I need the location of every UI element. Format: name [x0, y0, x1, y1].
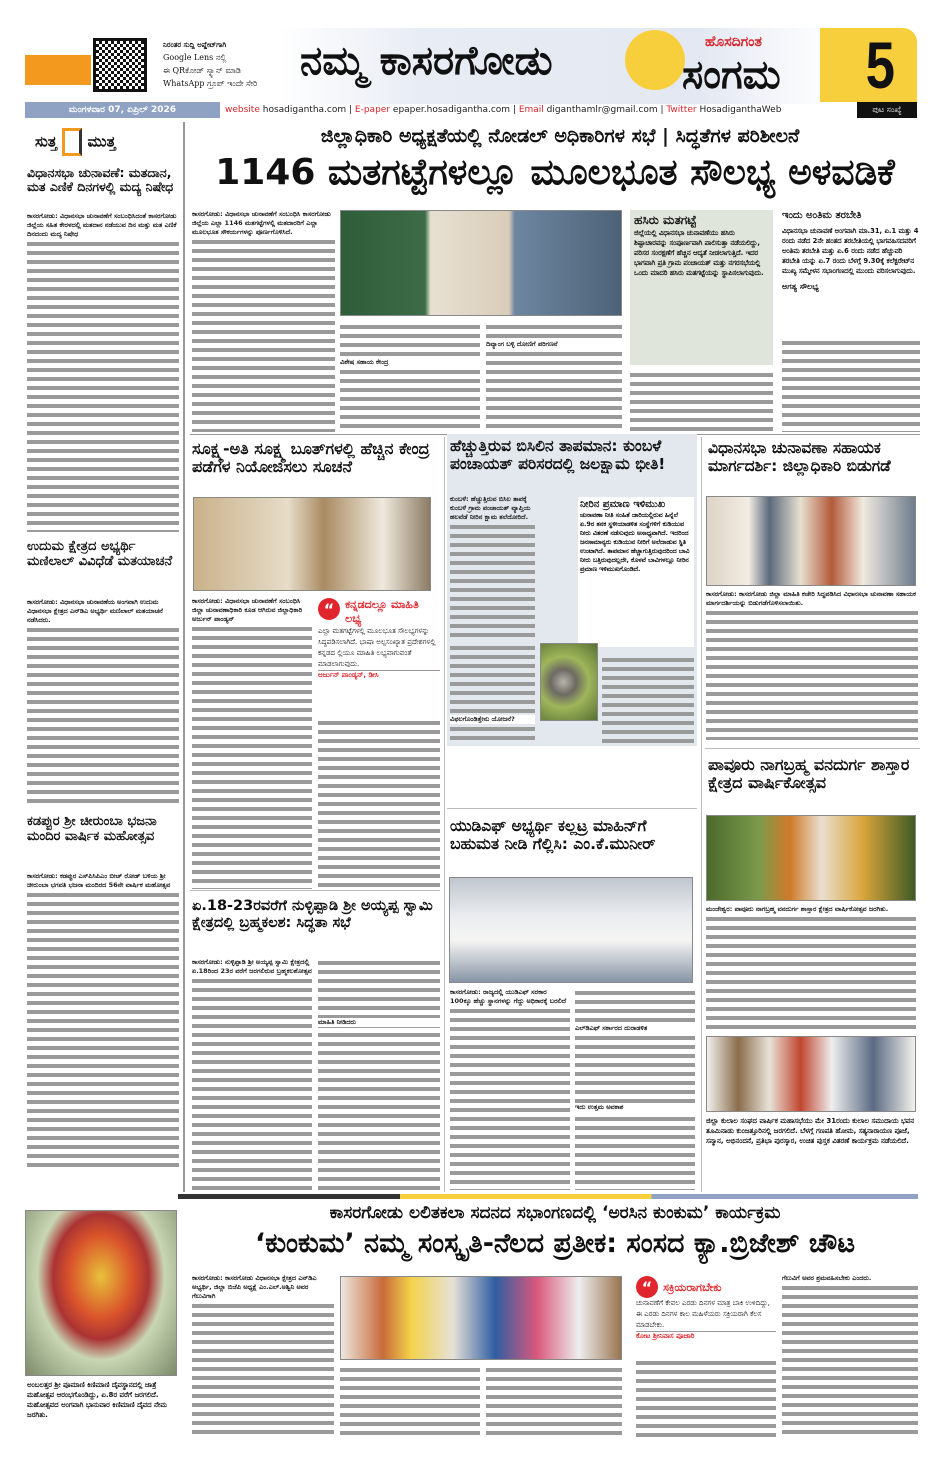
story-body: ಕಾಸರಗೋಡು: ವಿಧಾನಸಭಾ ಚುನಾವಣೆಗೆ ಸಂಬಂಧಿಸಿ ಜಿಲ್ಲಾ ಚುನಾವಣಾಧಿಕಾರಿ ಕೂಡ ಆಗಿರುವ ಜಿಲ್ಲಾಧಿಕಾರಿ ಅರ್ಜುನ್ ಪಾಂಡ್ಯನ್ [192, 597, 312, 889]
story-body [630, 370, 773, 432]
brand-title: ಸಂಗಮ [682, 52, 781, 98]
link-label: E-paper [354, 105, 391, 115]
story-headline: ಕಡಪ್ಪುರ ಶ್ರೀ ಚೀರುಂಬಾ ಭಜನಾ ಮಂದಿರ ವಾರ್ಷಿಕ ಮಹೋತ್ಸವ [27, 814, 157, 844]
section-title: ನಮ್ಮ ಕಾಸರಗೋಡು [300, 38, 553, 84]
photo-caption: ಅಂಬಲತ್ತರ ಶ್ರೀ ಪೂಮಾಣಿ ಕಿಣಿಮಾಣಿ ದೈವಸ್ಥಾನದಲ್ಲಿ ಜಾತ್ರೆ ಮಹೋತ್ಸವ ಆರಂಭಗೊಂಡಿದ್ದು, ಏ.8ರ ವರೆಗೆ ಜರಗಲಿದೆ. ಮಹೋತ್ಸವದ ಅಂಗವಾಗಿ ಭಾನುವಾರ ಕಿಣಿಮಾಣಿ ದೈವದ ನೇಮ ಜರಗಿತು. [27, 1381, 167, 1419]
box-text: ವಿಧಾನಸಭಾ ಚುನಾವಣೆ ಅಂಗವಾಗಿ ಮಾ.31, ಏ.1 ಮತ್ತು 4 ರಂದು ನಡೆದ 2ನೇ ಹಂತದ ತರಬೇತಿಯಲ್ಲಿ ಭಾಗವಹಿಸದವರಿಗೆ ಅಂತಿಮ ತರಬೇತಿ ಮತ್ತು ಏ.6 ರಂದು ನಡೆದ ಹೆಚ್ಚುವರಿ ತರಬೇತಿ ಯನ್ನು ಏ.7 ರಂದು ಬೆಳಗ್ಗೆ 9.30ಕ್ಕೆ ಕಲೆಕ್ಟರೇಟ್‌ನ ಮುಖ್ಯ ಸಮ್ಮೇಳನ ಸಭಾಂಗಣದಲ್ಲಿ ಮುಂದು ವರಿಸಲಾಗುವುದು. [782, 226, 919, 275]
date: ಮಂಗಳವಾರ 07, ಏಪ್ರಿಲ್ 2026 [25, 102, 220, 118]
pullquote [636, 1276, 776, 1341]
lead-headline: 1146 ಮತಗಟ್ಟೆಗಳಲ್ಲೂ ಮೂಲಭೂತ ಸೌಲಭ್ಯ ಅಳವಡಿಕೆ [215, 152, 895, 193]
story-body [318, 718, 440, 889]
story-body: ವಿಶೇಷ ಸಹಾಯ ಕೇಂದ್ರ [340, 322, 480, 432]
link-label: website [225, 105, 260, 115]
quote-title: ಸಕ್ರಿಯರಾಗಬೇಕು [663, 1281, 722, 1294]
date-bar [25, 102, 917, 118]
subhead: ಅಗತ್ಯ ಸೌಲಭ್ಯ [782, 281, 819, 291]
sidebar-training [782, 210, 920, 291]
story-headline: ವಿಧಾನಸಭಾ ಚುನಾವಣಾ ಸಹಾಯಕ ಮಾರ್ಗದರ್ಶಿ: ಜಿಲ್ಲಾಧಿಕಾರಿ ಬಿಡುಗಡೆ [708, 439, 891, 475]
box-text: ಜಿಲ್ಲೆಯಲ್ಲಿ ವಿಧಾನಸಭಾ ಚುನಾವಣೆಯು ಹಸಿರು ಶಿಷ್ಟಾಚಾರವನ್ನು ಸಂಪೂರ್ಣವಾಗಿ ಪಾಲಿಸುತ್ತಾ ನಡೆಯಲಿದ್ದು, ಪರಿಸರ ಸಂರಕ್ಷಣೆಗೆ ಹೆಚ್ಚಿನ ಆದ್ಯತೆ ನೀಡಲಾಗುತ್ತಿದೆ. ಇದರ ಭಾಗವಾಗಿ ಪ್ರತಿ ಗ್ರಾಮ ಪಂಚಾಯತ್ ಮತ್ತು ನಗರಸಭೆಯಲ್ಲಿ ಒಂದು ಮಾದರಿ ಹಸಿರು ಮತಗಟ್ಟೆಯನ್ನು ಸ್ಥಾಪಿಸಲಾಗುವುದು. [634, 228, 764, 277]
story-headline: ಸೂಕ್ಷ್ಮ-ಅತಿ ಸೂಕ್ಷ್ಮ ಬೂತ್‌ಗಳಲ್ಲಿ ಹೆಚ್ಚಿನ ಕೇಂದ್ರ ಪಡೆಗಳ ನಿಯೋಜಿಸಲು ಸೂಚನೆ [192, 439, 430, 477]
quote-text: ಚುನಾವಣೆಗೆ ಕೇವಲ ಎರಡು ದಿನಗಳ ಮಾತ್ರ ಬಾಕಿ ಉಳಿದಿದ್ದು, ಈ ಎರಡು ದಿನಗಳ ಕಾಲ ಮಹಿಳೆಯರು ಸಕ್ರಿಯರಾಗಿ ಕೆಲಸ ಮಾಡಬೇಕು. [636, 1298, 776, 1332]
story-headline: ವಿಧಾನಸಭಾ ಚುನಾವಣೆ: ಮತದಾನ, ಮತ ಎಣಿಕೆ ದಿನಗಳಲ್ಲಿ ಮದ್ಯ ನಿಷೇಧ [27, 165, 174, 195]
email-link[interactable]: diganthamlr@gmail.com [546, 105, 658, 115]
column-logo [35, 128, 116, 156]
link-label: Twitter [666, 105, 697, 115]
qr-text: ಈ QRಕೋಡ್ ಸ್ಕ್ಯಾನ್ ಮಾಡಿ [163, 66, 241, 75]
page-label: ಪುಟ ಸಂಖ್ಯೆ [857, 102, 917, 118]
water-box [578, 497, 694, 647]
contact-links: website hosadigantha.com | E-paper epaper.hosadigantha.com | Email diganthamlr@gmail.com | Twitter HosadiganthaWeb [225, 105, 782, 115]
quote-author: ಅರ್ಜುನ್ ಪಾಂಡ್ಯನ್, ಡೀಸಿ [318, 671, 379, 679]
story-body [486, 1365, 622, 1439]
story-body [636, 1358, 776, 1439]
lead-kicker: ಜಿಲ್ಲಾಧಿಕಾರಿ ಅಧ್ಯಕ್ಷತೆಯಲ್ಲಿ ನೋಡಲ್ ಅಧಿಕಾರಿಗಳ ಸಭೆ | ಸಿದ್ಧತೆಗಳ ಪರಿಶೀಲನೆ [320, 125, 800, 147]
story-body: ಕಾಸರಗೋಡು: ವಿಧಾನಸಭಾ ಚುನಾವಣೆಗೆ ಸಂಬಂಧಿಸಿದಂತೆ ಕಾಸರಗೋಡು ಜಿಲ್ಲೆಯ ಸಹಿತ ಕೇರಳದಲ್ಲಿ ಮತದಾನ ನಡೆಯುವ ದಿನ ಮತ್ತು ಮತ ಎಣಿಕೆ ದಿನದಂದು ಮದ್ಯ ನಿಷೇಧ [27, 212, 179, 532]
bottom-kicker: ಕಾಸರಗೋಡು ಲಲಿತಕಲಾ ಸದನದ ಸಭಾಂಗಣದಲ್ಲಿ ‘ಅರಸಿನ ಕುಂಕುಮ’ ಕಾರ್ಯಕ್ರಮ [329, 1203, 781, 1223]
qr-text: WhatsApp ಗ್ರೂಪ್ ಇಂದೇ ಸೇರಿ [163, 79, 258, 88]
story-body: ವಿಫಲಗೊಂಡಿತ್ತೇನು ಯೋಜನೆ? [450, 643, 535, 743]
logo-text: ಮುತ್ತ [87, 132, 116, 151]
photo-udf-meeting [449, 877, 693, 983]
photo-booth-visit [193, 497, 431, 591]
story-body [340, 1365, 480, 1439]
orange-bar [25, 55, 91, 85]
story-headline: ಏ.18-23ರವರೆಗೆ ನುಳ್ಳಿಪ್ಪಾಡಿ ಶ್ರೀ ಅಯ್ಯಪ್ಪ ಸ್ವಾಮಿ ಕ್ಷೇತ್ರದಲ್ಲಿ ಬ್ರಹ್ಮಕಲಶ: ಸಿದ್ಧತಾ ಸಭೆ [192, 898, 433, 931]
story-body: ಕಾಸರಗೋಡು: ನುಳ್ಳಿಪ್ಪಾಡಿ ಶ್ರೀ ಅಯ್ಯಪ್ಪ ಸ್ವಾಮಿ ಕ್ಷೇತ್ರದಲ್ಲಿ ಏ.18ರಿಂದ 23ರ ವರೆಗೆ ಜರಗಲಿರುವ ಬ್ರಹ್ಮಕಲಶೋತ್ಸವ [192, 958, 312, 1190]
twitter-link[interactable]: HosadiganthaWeb [699, 105, 782, 115]
story-body [602, 655, 694, 745]
story-headline: ಉದುಮ ಕ್ಷೇತ್ರದ ಅಭ್ಯರ್ಥಿ ಮಣಿಲಾಲ್ ವಿವಿಧೆಡೆ ಮತಯಾಚನೆ [27, 539, 173, 569]
story-body: ದಿವ್ಯಾಂಗ ಬಳ್ಳಿ ದೋಣಿಗೆ ಪರಿಗಣನೆ [486, 322, 622, 432]
box-title: ಇಂದು ಅಂತಿಮ ತರಬೇತಿ [782, 210, 862, 221]
qr-text: ನಿರಂತರ ಸುದ್ದಿ ಅಪ್ಡೇಟ್‌ಗಾಗಿ [163, 40, 227, 49]
story-body: ಗೆಲುವಿಗೆ ಅವರ ಶ್ರಮವಹಿಸಬೇಕು ಎಂದರು. [782, 1274, 918, 1439]
link-label: Email [518, 105, 544, 115]
pullquote [318, 598, 440, 680]
story-body [782, 338, 920, 432]
brand-logo: ಹೊಸದಿಗಂತ [705, 34, 762, 50]
photo-faucet [540, 643, 598, 721]
website-link[interactable]: hosadigantha.com [262, 105, 347, 115]
story-body: ಕಾಸರಗೋಡು: ವಿಧಾನಸಭಾ ಚುನಾವಣೆಯ ಅಂಗವಾಗಿ ಉದುಮ ವಿಧಾನಸಭಾ ಕ್ಷೇತ್ರದ ಎನ್‌ಡಿಎ ಅಭ್ಯರ್ಥಿ ಮಣಿಲಾಲ್ ಮತಯಾಚನೆ ನಡೆಸಿದರು. [27, 598, 179, 808]
story-headline: ಪಾವೂರು ನಾಗಬ್ರಹ್ಮ ವನದುರ್ಗ ಶಾಸ್ತಾರ ಕ್ಷೇತ್ರದ ವಾರ್ಷಿಕೋತ್ಸವ [708, 755, 910, 793]
logo-text: ಸುತ್ತ [35, 132, 57, 151]
photo-temple [706, 815, 916, 901]
photo-guide-release [706, 496, 916, 586]
section-divider [178, 1194, 918, 1199]
masthead [0, 28, 945, 104]
photo-kumkuma-event [340, 1276, 622, 1360]
quote-icon: “ [636, 1276, 658, 1298]
bottom-headline: ‘ಕುಂಕುಮ’ ನಮ್ಮ ಸಂಸ್ಕೃತಿ-ನೆಲದ ಪ್ರತೀಕ: ಸಂಸದ ಕ್ಯಾ.ಬ್ರಿಜೇಶ್ ಚೌಟ [255, 1228, 855, 1259]
story-body: ಕಾಸರಗೋಡು: ರಾಜ್ಯದಲ್ಲಿ ಯುಡಿಎಫ್ ಸರಕಾರ 100ಕ್ಕೂ ಹೆಚ್ಚು ಸ್ಥಾನಗಳನ್ನು ಗೆದ್ದು ಅಧಿಕಾರಕ್ಕೆ ಬರಲಿದೆ [450, 988, 570, 1190]
quote-author: ಕೋಟ ಶ್ರೀನಿವಾಸ ಪೂಜಾರಿ [636, 1332, 695, 1340]
box-title: ಹಸಿರು ಮತಗಟ್ಟೆ [634, 213, 697, 227]
page-number: 5 [865, 28, 896, 102]
story-body: ಮಂಜೇಶ್ವರ: ಪಾವೂರು ನಾಗಬ್ರಹ್ಮ ವನದುರ್ಗ ಶಾಸ್ತಾರ ಕ್ಷೇತ್ರದ ವಾರ್ಷಿಕೋತ್ಸವ ಜರಗಿತು. [706, 905, 916, 1030]
qr-text: Google Lens ನಲ್ಲಿ [163, 53, 227, 62]
story-headline: ಹೆಚ್ಚುತ್ತಿರುವ ಬಿಸಿಲಿನ ತಾಪಮಾನ: ಕುಂಬಳೆ ಪಂಚಾಯತ್ ಪರಿಸರದಲ್ಲಿ ಜಲಕ್ಷಾಮ ಭೀತಿ! [450, 437, 666, 473]
story-body: ಮಾಹಿತಿ ನೀಡಿದರು [318, 958, 440, 1190]
yellow-circle [625, 30, 685, 90]
quote-text: ಎಲ್ಲಾ ಮತಗಟ್ಟೆಗಳಲ್ಲಿ ಮೂಲಭೂತ ಸೌಲಭ್ಯಗಳನ್ನು ಸಿದ್ಧಪಡಿಸಲಾಗಿದೆ. ಭಾಷಾ ಅಲ್ಪಸಂಖ್ಯಾತ ಪ್ರದೇಶಗಳಲ್ಲಿ ಕನ್ನಡದ ಲ್ಲಿಯೂ ಮಾಹಿತಿ ಲಭ್ಯವಾಗುವಂತೆ ಮಾಡಲಾಗುವುದು. [318, 626, 440, 671]
story-body: ಎಲ್‌ಡಿಎಫ್ ಸರ್ಕಾರದ ದುರಾಡಳಿತ ಇದು ಉತ್ತಮ ಅವಕಾಶ [575, 988, 695, 1190]
quote-icon: “ [318, 598, 340, 620]
box-title: ನೀರಿನ ಪ್ರಮಾಣ ಇಳಿಮುಖ [580, 499, 666, 510]
photo-meeting [340, 210, 622, 316]
story-body: ಕಾಸರಗೋಡು: ವಿಧಾನಸಭಾ ಚುನಾವಣೆಗೆ ಸಂಬಂಧಿಸಿ ಕಾಸರಗೋಡು ಜಿಲ್ಲೆಯ ಎಲ್ಲಾ 1146 ಮತಗಟ್ಟೆಗಳಲ್ಲಿ ಮತದಾರರಿಗೆ ಎಲ್ಲಾ ಮೂಲಭೂತ ಸೌಕರ್ಯಗಳನ್ನು ಪೂರ್ಣಗೊಳಿಸಿದೆ. [192, 210, 335, 432]
quote-title: ಕನ್ನಡದಲ್ಲೂ ಮಾಹಿತಿ ಲಭ್ಯ [345, 598, 419, 625]
story-body: ಕಾಸರಗೋಡು: ಕಾಸರಗೋಡು ಜಿಲ್ಲಾ ಮಾಹಿತಿ ಕಚೇರಿ ಸಿದ್ಧಪಡಿಸಿದ ವಿಧಾನಸಭಾ ಚುನಾವಣಾ ಸಹಾಯಕ ಮಾರ್ಗದರ್ಶಿಯನ್ನು ಬಿಡುಗಡೆಗೊಳಿಸಲಾಯಿತು. [706, 590, 918, 740]
story-body: ಕಾಸರಗೋಡು: ಕಾಸರಗೋಡು ವಿಧಾನಸಭಾ ಕ್ಷೇತ್ರದ ಎನ್‌ಡಿಎ ಅಭ್ಯರ್ಥಿ, ಜಿಲ್ಲಾ ಬಿಜೆಪಿ ಅಧ್ಯಕ್ಷೆ ಎಂ.ಎಲ್.ಅಶ್ವಿನಿ ಅವರ ಗೆಲುವಿಗಾಗಿ [192, 1274, 334, 1439]
photo-book-release [706, 1036, 916, 1112]
green-polling-box [630, 210, 773, 365]
story-headline: ಯುಡಿಎಫ್ ಅಭ್ಯರ್ಥಿ ಕಲ್ಲಟ್ರ ಮಾಹಿನ್‌ಗೆ ಬಹುಮತ ನೀಡಿ ಗೆಲ್ಲಿಸಿ: ಎಂ.ಕೆ.ಮುನೀರ್ [450, 817, 656, 853]
epaper-link[interactable]: epaper.hosadigantha.com [392, 105, 511, 115]
photo-caption: ಜಿಲ್ಲಾ ಕುಲಾಲ ಸಂಘದ ವಾರ್ಷಿಕ ಮಹಾಸಭೆಯು ಮೇ 31ರಂದು ಕುಲಾಲ ಸಮುದಾಯ ಭವನ ತೂಮಿನಾಡು ಕುಂಜತ್ತೂರಿನಲ್ಲಿ ಜರಗಲಿದೆ. ಬೆಳಗ್ಗೆ ಗಣಪತಿ ಹೋಮ, ಸತ್ಯನಾರಾಯಣ ಪೂಜೆ, ಸನ್ಮಾನ, ಅಭಿನಂದನೆ, ಪ್ರತಿಭಾ ಪುರಸ್ಕಾರ, ಉಚಿತ ಪುಸ್ತಕ ವಿತರಣೆ ಕಾರ್ಯಕ್ರಮ ನಡೆಯಲಿದೆ. [706, 1117, 915, 1145]
box-text: ಚುನಾವಣಾ ನೀತಿ ಸಂಹಿತೆ ಜಾರಿಯಲ್ಲಿರುವ ಹಿನ್ನೆಲೆ ಏ.9ರ ತನಕ ಸ್ಥಳೀಯಾಡಳಿತ ಸಂಸ್ಥೆಗಳಿಗೆ ಕುಡಿಯುವ ನೀರು ವಿತರಣೆ ನಡೆಸುವುದು ಅಸಾಧ್ಯವಾಗಿದೆ. ಇದರಿಂದ ಜನಸಾಮಾನ್ಯರು ಕುಡಿಯುವ ನೀರಿಗೆ ಅಲೆದಾಡುವ ಸ್ಥಿತಿ ಉಂಟಾಗಿದೆ. ತಾಪಮಾನ ಹೆಚ್ಚಾಗುತ್ತಿರುವುದರಿಂದ ಬಾವಿ ನೀರು ಬತ್ತಿರುವುದಲ್ಲದೇ, ಕೊಳವೆ ಬಾವಿಗಳಲ್ಲೂ ನೀರಿನ ಪ್ರಮಾಣ ಇಳಿಮುಖಗೊಂಡಿದೆ. [580, 511, 690, 573]
qr-code[interactable] [93, 38, 147, 92]
story-body: ಕುಂಬಳೆ: ಹೆಚ್ಚುತ್ತಿರುವ ಬಿಸಿಲ ತಾಪಕ್ಕೆ ಕುಂಬಳೆ ಗ್ರಾಮ ಪಂಚಾಯತ್ ವ್ಯಾಪ್ತಿಯ ಹಲವೆಡೆ ನೀರಿನ ಕ್ಷಾಮ ತಲೆದೋರಿದೆ. [450, 495, 535, 640]
story-body: ಕಾಸರಗೋಡು: ಕಡಪ್ಪುರ ಎಸ್‌ಪಿಸಿಪಿಎಂ ಬೀಚ್ ರೋಡ್ ಬಳಿಯ ಶ್ರೀ ಚೀರುಂಬಾ ಭಗವತಿ ಭಜನಾ ಮಂದಿರದ 56ನೇ ವಾರ್ಷಿಕ ಮಹೋತ್ಸವ [27, 872, 179, 1172]
door-icon [62, 128, 82, 156]
photo-theyyam [25, 1210, 177, 1376]
